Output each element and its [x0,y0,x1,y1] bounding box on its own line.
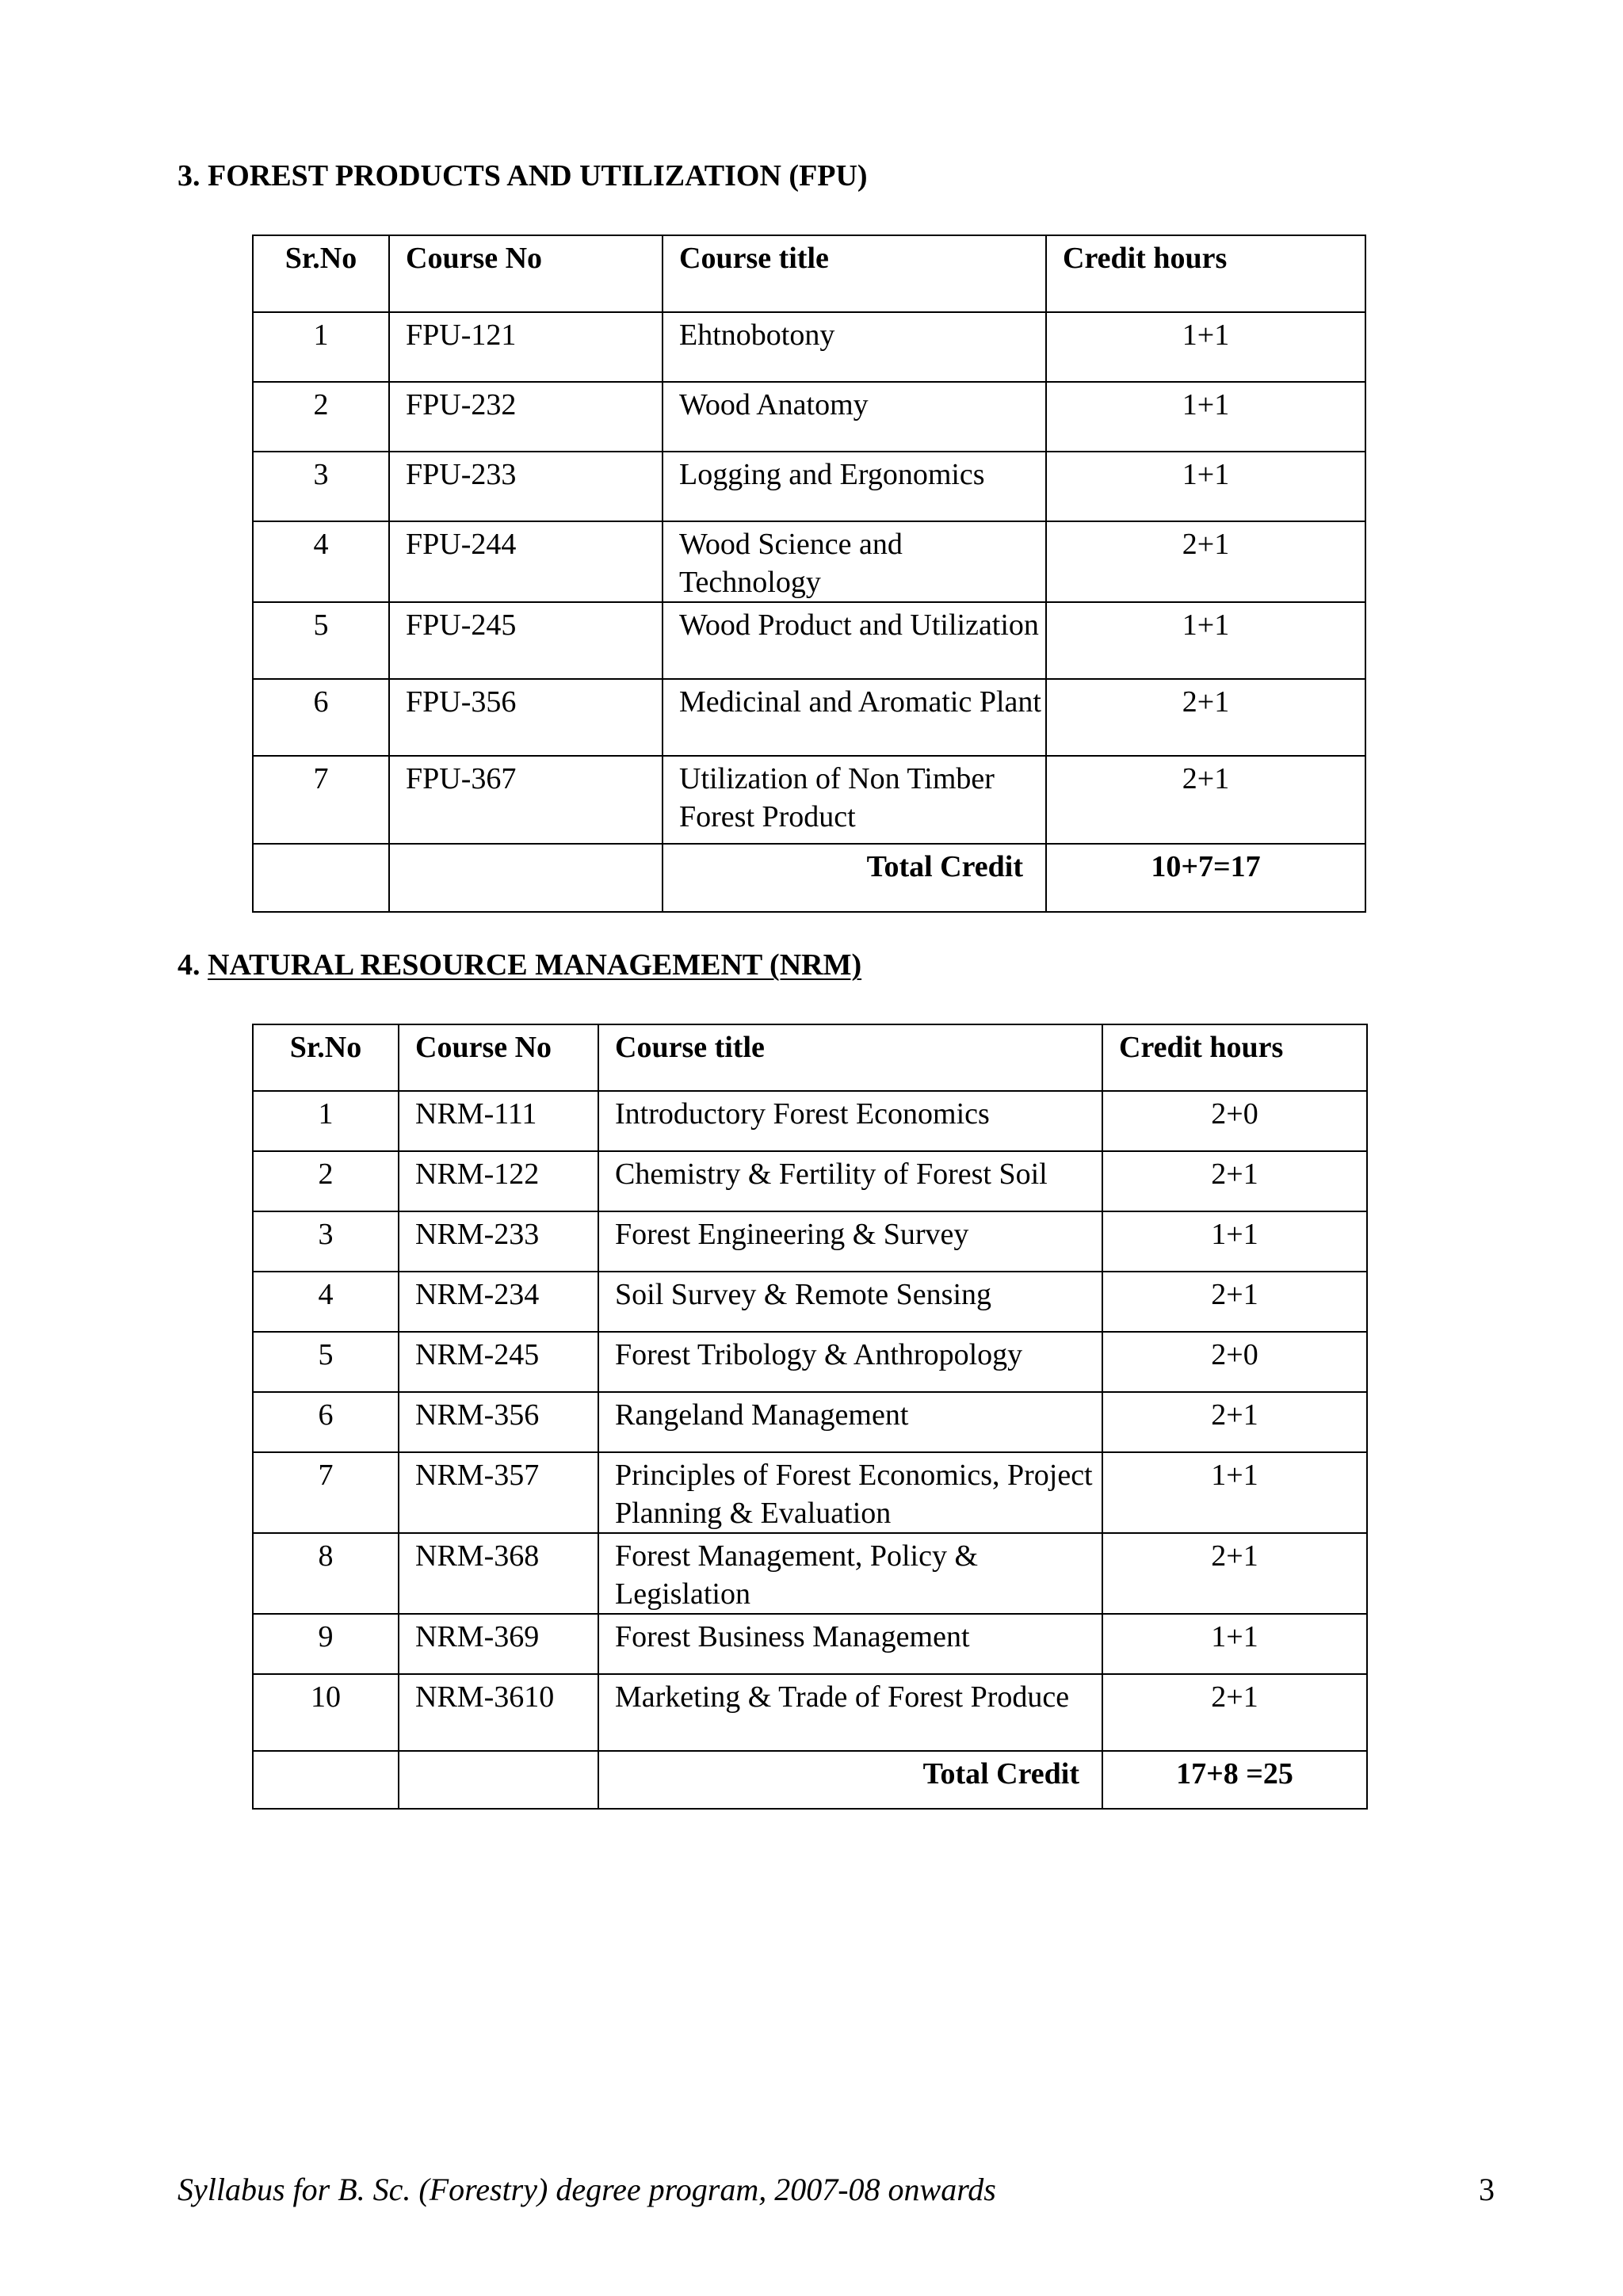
credit-hours: 1+1 [1102,1452,1367,1533]
course-no: NRM-233 [399,1211,598,1272]
sr-no: 2 [253,382,389,452]
header-sr-no: Sr.No [253,1024,399,1091]
course-no: FPU-244 [389,521,663,602]
course-no: NRM-368 [399,1533,598,1614]
sr-no: 3 [253,1211,399,1272]
section-4-heading: NATURAL RESOURCE MANAGEMENT (NRM) [208,948,862,982]
credit-hours: 2+0 [1102,1332,1367,1392]
credit-hours: 2+1 [1102,1392,1367,1452]
sr-no: 8 [253,1533,399,1614]
sr-no: 2 [253,1151,399,1211]
credit-hours: 2+1 [1102,1151,1367,1211]
header-credit-hours: Credit hours [1102,1024,1367,1091]
sr-no: 9 [253,1614,399,1674]
table-row [253,1151,1367,1211]
total-credit-value: 10+7=17 [1046,844,1365,912]
credit-hours: 2+1 [1102,1533,1367,1614]
sr-no: 4 [253,521,389,602]
sr-no: 6 [253,679,389,756]
sr-no: 5 [253,602,389,679]
credit-hours: 1+1 [1046,382,1365,452]
course-no: FPU-245 [389,602,663,679]
course-title: Chemistry & Fertility of Forest Soil [598,1151,1102,1211]
table-row [253,756,1365,844]
credit-hours: 1+1 [1046,312,1365,382]
total-credit-label: Total Credit [663,844,1046,912]
section-3-title: 3. FOREST PRODUCTS AND UTILIZATION (FPU) [178,159,868,193]
course-no: NRM-369 [399,1614,598,1674]
sr-no: 3 [253,452,389,521]
credit-hours: 1+1 [1046,602,1365,679]
table-header-row [253,235,1365,312]
course-title: Ehtnobotony [663,312,1046,382]
sr-no: 10 [253,1674,399,1751]
course-title: Forest Management, Policy & Legislation [598,1533,1102,1614]
course-no: FPU-233 [389,452,663,521]
table-row [253,1272,1367,1332]
total-credit-value: 17+8 =25 [1102,1751,1367,1809]
header-course-no: Course No [399,1024,598,1091]
course-no: NRM-234 [399,1272,598,1332]
credit-hours: 1+1 [1102,1211,1367,1272]
course-title: Forest Engineering & Survey [598,1211,1102,1272]
course-title: Introductory Forest Economics [598,1091,1102,1151]
course-title: Marketing & Trade of Forest Produce [598,1674,1102,1751]
empty-cell [389,844,663,912]
course-title: Wood Science and Technology [663,521,1046,602]
course-no: NRM-245 [399,1332,598,1392]
table-row [253,1452,1367,1533]
credit-hours: 2+0 [1102,1091,1367,1151]
table-row [253,1392,1367,1452]
credit-hours: 2+1 [1046,679,1365,756]
table-row [253,312,1365,382]
section-4-number: 4. [178,948,200,982]
total-row [253,844,1365,912]
header-credit-hours: Credit hours [1046,235,1365,312]
table-row [253,1211,1367,1272]
sr-no: 7 [253,1452,399,1533]
empty-cell [399,1751,598,1809]
empty-cell [253,1751,399,1809]
course-title: Forest Tribology & Anthropology [598,1332,1102,1392]
course-title: Soil Survey & Remote Sensing [598,1272,1102,1332]
course-no: NRM-357 [399,1452,598,1533]
course-title: Logging and Ergonomics [663,452,1046,521]
credit-hours: 2+1 [1046,521,1365,602]
course-title: Forest Business Management [598,1614,1102,1674]
sr-no: 1 [253,1091,399,1151]
course-no: FPU-121 [389,312,663,382]
table-row [253,1674,1367,1751]
header-sr-no: Sr.No [253,235,389,312]
total-row [253,1751,1367,1809]
course-no: FPU-367 [389,756,663,844]
credit-hours: 1+1 [1046,452,1365,521]
nrm-course-table [252,1024,1368,1810]
credit-hours: 2+1 [1102,1272,1367,1332]
table-header-row [253,1024,1367,1091]
total-credit-label: Total Credit [598,1751,1102,1809]
header-course-no: Course No [389,235,663,312]
course-no: NRM-111 [399,1091,598,1151]
table-row [253,1533,1367,1614]
sr-no: 4 [253,1272,399,1332]
table-row [253,679,1365,756]
table-row [253,1614,1367,1674]
course-title: Wood Anatomy [663,382,1046,452]
credit-hours: 1+1 [1102,1614,1367,1674]
course-title: Principles of Forest Economics, Project Planning & Evaluation [598,1452,1102,1533]
fpu-course-table [252,235,1366,913]
table-row [253,382,1365,452]
course-no: NRM-356 [399,1392,598,1452]
course-title: Rangeland Management [598,1392,1102,1452]
credit-hours: 2+1 [1102,1674,1367,1751]
sr-no: 6 [253,1392,399,1452]
course-no: FPU-232 [389,382,663,452]
table-row [253,1091,1367,1151]
course-no: NRM-3610 [399,1674,598,1751]
course-no: NRM-122 [399,1151,598,1211]
section-4-title [178,948,861,982]
table-row [253,602,1365,679]
course-no: FPU-356 [389,679,663,756]
footer-text: Syllabus for B. Sc. (Forestry) degree program, 2007-08 onwards [178,2172,996,2207]
table-row [253,452,1365,521]
empty-cell [253,844,389,912]
sr-no: 5 [253,1332,399,1392]
course-title: Medicinal and Aromatic Plant [663,679,1046,756]
sr-no: 7 [253,756,389,844]
course-title: Wood Product and Utilization [663,602,1046,679]
table-row [253,1332,1367,1392]
header-course-title: Course title [598,1024,1102,1091]
sr-no: 1 [253,312,389,382]
header-course-title: Course title [663,235,1046,312]
credit-hours: 2+1 [1046,756,1365,844]
page-number: 3 [1479,2172,1495,2207]
table-row [253,521,1365,602]
course-title: Utilization of Non Timber Forest Product [663,756,1046,844]
